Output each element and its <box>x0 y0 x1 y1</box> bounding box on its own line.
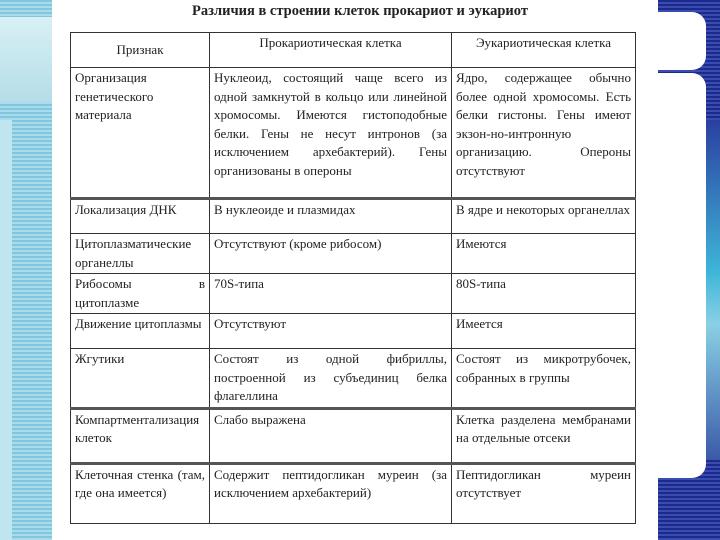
cell-feature: Локализация ДНК <box>71 199 210 234</box>
cell-eukaryote: Состоят из микротрубочек, собранных в группы <box>452 349 636 409</box>
cell-prokaryote: Состоят из одной фибриллы, построенной из субъединиц белка флагеллина <box>210 349 452 409</box>
header-eukaryote: Эукариотическая клетка <box>452 33 636 68</box>
cell-prokaryote: Слабо выражена <box>210 408 452 463</box>
cell-prokaryote: Содержит пептидогликан муреин (за исключением архебактерий) <box>210 463 452 523</box>
table-header-row <box>71 33 636 68</box>
cell-eukaryote: В ядре и некоторых органеллах <box>452 199 636 234</box>
cell-feature: Компартментализация клеток <box>71 408 210 463</box>
table-row <box>71 199 636 234</box>
cell-feature: Организация генетического материала <box>71 68 210 199</box>
comparison-table <box>70 32 636 524</box>
cell-eukaryote: Клетка разделена мембранами на отдельные отсеки <box>452 408 636 463</box>
cell-eukaryote: Пептидогликан муреин отсутствует <box>452 463 636 523</box>
right-decoration <box>658 0 720 540</box>
cell-prokaryote: Нуклеоид, состоящий чаще всего из одной замкнутой в кольцо или линейной хромосомы. Имеются гистоподобные белки. Гены не несут интронов (за исключением архебактерий). Гены организованы в опероны <box>210 68 452 199</box>
table-row <box>71 68 636 199</box>
cell-feature: Клеточная стенка (там, где она имеется) <box>71 463 210 523</box>
cell-prokaryote: В нуклеоиде и плазмидах <box>210 199 452 234</box>
left-decoration <box>0 0 52 540</box>
cell-feature: Рибосомы в цитоплазме <box>71 274 210 314</box>
header-feature: Признак <box>71 33 210 68</box>
cell-prokaryote: Отсутствуют (кроме рибосом) <box>210 234 452 274</box>
table-row <box>71 234 636 274</box>
cell-prokaryote: Отсутствуют <box>210 314 452 349</box>
cell-prokaryote: 70S-типа <box>210 274 452 314</box>
cell-eukaryote: 80S-типа <box>452 274 636 314</box>
cell-feature: Цитоплазматические органеллы <box>71 234 210 274</box>
cell-eukaryote: Имеется <box>452 314 636 349</box>
table-row <box>71 463 636 523</box>
cell-feature: Жгутики <box>71 349 210 409</box>
cell-eukaryote: Ядро, содержащее обычно более одной хромосомы. Есть белки гистоны. Гены имеют экзон-но-интронную организацию. Опероны отсутствуют <box>452 68 636 199</box>
table-row <box>71 274 636 314</box>
header-prokaryote: Прокариотическая клетка <box>210 33 452 68</box>
slide-title: Различия в строении клеток прокариот и эукариот <box>192 3 528 19</box>
cell-feature: Движение цитоплазмы <box>71 314 210 349</box>
table-row <box>71 408 636 463</box>
table-row <box>71 349 636 409</box>
cell-eukaryote: Имеются <box>452 234 636 274</box>
table-row <box>71 314 636 349</box>
